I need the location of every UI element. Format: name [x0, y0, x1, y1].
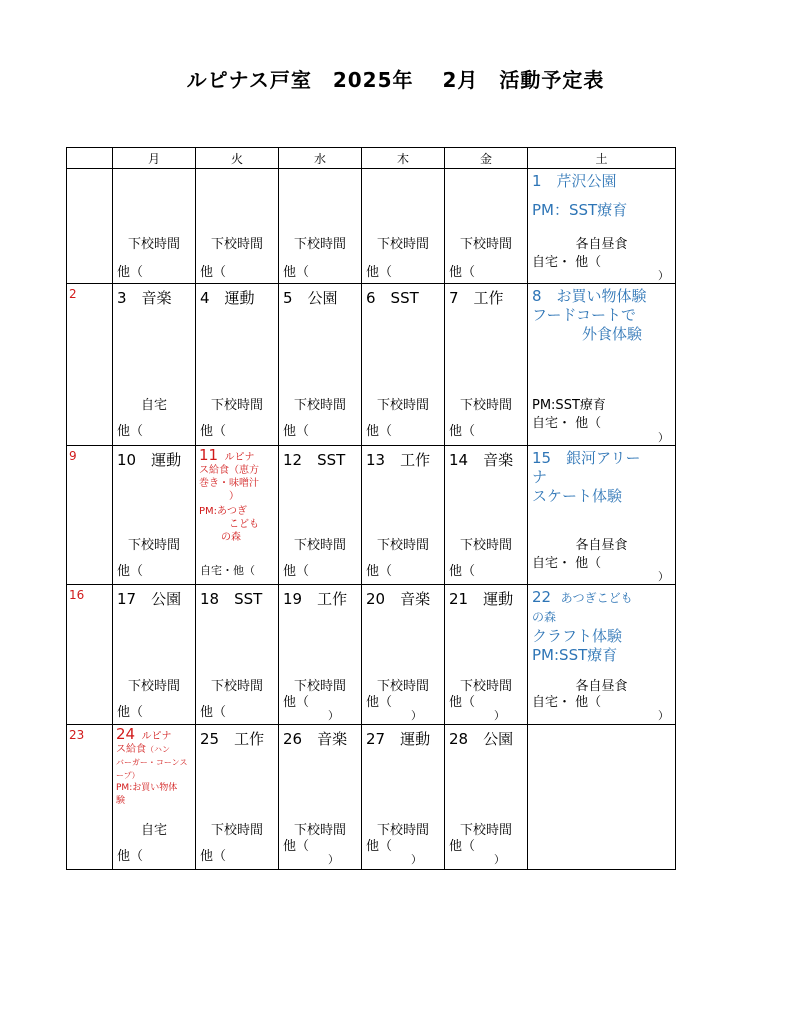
day-activity: 12 SST — [283, 451, 346, 469]
header-tuesday: 火 — [196, 148, 279, 169]
wednesday-cell — [279, 169, 362, 284]
close-paren: ） — [658, 709, 669, 722]
lunch-note: 各自昼食 — [575, 679, 628, 694]
close-paren: ） — [411, 853, 422, 866]
tuesday-cell — [196, 725, 279, 870]
event-title: 1 芹沢公園 — [532, 172, 617, 190]
day-activity: 3 音楽 — [117, 289, 172, 307]
event-date: 24 — [116, 725, 136, 743]
saturday-event — [532, 449, 672, 506]
event-detail: クラフト体験 — [532, 627, 623, 645]
event-detail: スケート体験 — [532, 487, 623, 505]
other-note: 他（ — [200, 424, 227, 439]
event-detail: 外食体験 — [582, 325, 643, 343]
page-title: ルピナス戸室 2025年 2月 活動予定表 — [186, 68, 605, 92]
other-note: 他（ — [117, 265, 144, 280]
week-row — [67, 585, 676, 725]
other-note: 他（ — [449, 424, 476, 439]
event-pm: こども — [229, 519, 259, 530]
close-paren: ） — [658, 431, 669, 444]
day-activity: 27 運動 — [366, 730, 431, 748]
friday-cell — [445, 585, 528, 725]
other-note: 他（ — [200, 265, 227, 280]
home-other-note: 自宅・ 他（ — [532, 255, 602, 270]
home-other-note: 自宅・他（ — [200, 564, 255, 577]
event-title: あつぎこども — [560, 591, 633, 605]
day-activity: 10 運動 — [117, 451, 182, 469]
other-note: 他（ — [283, 695, 310, 710]
dismissal-time: 下校時間 — [459, 538, 512, 553]
day-activity: 4 運動 — [200, 289, 255, 307]
dismissal-time: 下校時間 — [293, 538, 346, 553]
friday-cell — [445, 169, 528, 284]
saturday-cell — [528, 446, 676, 585]
thursday-cell — [362, 585, 445, 725]
dismissal-time: 下校時間 — [376, 823, 429, 838]
friday-cell — [445, 725, 528, 870]
other-note: 他（ — [283, 265, 310, 280]
dismissal-time: 下校時間 — [459, 237, 512, 252]
saturday-cell — [528, 725, 676, 870]
day-activity: 20 音楽 — [366, 590, 431, 608]
header-friday: 金 — [445, 148, 528, 169]
other-note: 他（ — [366, 839, 393, 854]
event-text: 巻き・味噌汁 — [199, 478, 259, 489]
header-wednesday: 水 — [279, 148, 362, 169]
monday-cell — [113, 446, 196, 585]
event-pm: PM：SST療育 — [532, 201, 628, 219]
dismissal-time: 下校時間 — [376, 679, 429, 694]
event-title: 8 お買い物体験 — [532, 287, 647, 305]
other-note: 他（ — [283, 424, 310, 439]
other-note: 他（ — [117, 705, 144, 720]
dismissal-time: 下校時間 — [459, 679, 512, 694]
day-activity: 5 公園 — [283, 289, 338, 307]
dismissal-time: 下校時間 — [293, 398, 346, 413]
saturday-event — [532, 287, 672, 344]
other-note: 他（ — [366, 564, 393, 579]
friday-cell — [445, 446, 528, 585]
dismissal-time: 下校時間 — [293, 679, 346, 694]
week-row — [67, 725, 676, 870]
day-activity: 21 運動 — [449, 590, 514, 608]
monday-cell — [113, 284, 196, 446]
event-pm: PM:SST療育 — [532, 646, 618, 664]
dismissal-time: 下校時間 — [376, 398, 429, 413]
home-other-note: 自宅・ 他（ — [532, 556, 602, 571]
wednesday-cell — [279, 446, 362, 585]
other-note: 他（ — [366, 424, 393, 439]
close-paren: ） — [658, 570, 669, 583]
tuesday-cell — [196, 585, 279, 725]
home-note: 自宅 — [140, 823, 167, 838]
dismissal-time: 下校時間 — [127, 679, 180, 694]
dismissal-time: 下校時間 — [459, 823, 512, 838]
sunday-cell — [67, 284, 113, 446]
close-paren: ） — [494, 853, 505, 866]
event-title: ナ — [532, 468, 548, 486]
day-activity: 28 公園 — [449, 730, 514, 748]
day-activity: 18 SST — [200, 590, 263, 608]
close-paren: ） — [494, 709, 505, 722]
header-row — [67, 148, 676, 169]
other-note: 他（ — [283, 839, 310, 854]
wednesday-cell — [279, 284, 362, 446]
other-note: 他（ — [366, 265, 393, 280]
close-paren: ） — [658, 269, 669, 282]
event-title: の森 — [532, 610, 557, 624]
event-pm: の森 — [221, 532, 241, 543]
sunday-date: 2 — [69, 287, 77, 301]
sunday-date: 23 — [69, 728, 85, 742]
event-text: ス給食 — [116, 744, 146, 755]
event-text: （ハン — [146, 745, 170, 754]
sunday-date: 9 — [69, 449, 77, 463]
sunday-cell — [67, 446, 113, 585]
event-pm: PM:あつぎ — [199, 506, 248, 517]
event-title: 15 銀河アリー — [532, 449, 641, 467]
close-paren: ） — [328, 853, 339, 866]
dismissal-time: 下校時間 — [293, 237, 346, 252]
event-text: ルピナ — [224, 452, 255, 463]
event-date: 22 — [532, 588, 552, 606]
other-note: 他（ — [200, 705, 227, 720]
other-note: 他（ — [117, 424, 144, 439]
dismissal-time: 下校時間 — [293, 823, 346, 838]
tuesday-cell — [196, 169, 279, 284]
saturday-event — [532, 172, 672, 220]
tuesday-cell — [196, 284, 279, 446]
header-sunday — [67, 148, 113, 169]
dismissal-time: 下校時間 — [376, 538, 429, 553]
dismissal-time: 下校時間 — [127, 237, 180, 252]
monday-cell — [113, 169, 196, 284]
week-row — [67, 169, 676, 284]
pm-note: PM:SST療育 — [532, 398, 606, 413]
saturday-cell — [528, 284, 676, 446]
dismissal-time: 下校時間 — [210, 823, 263, 838]
other-note: 他（ — [366, 695, 393, 710]
wednesday-cell — [279, 725, 362, 870]
day-activity: 7 工作 — [449, 289, 504, 307]
header-monday: 月 — [113, 148, 196, 169]
home-note: 自宅 — [140, 398, 167, 413]
close-paren: ） — [328, 709, 339, 722]
week-row — [67, 446, 676, 585]
day-activity: 6 SST — [366, 289, 419, 307]
schedule-table — [66, 147, 676, 870]
dismissal-time: 下校時間 — [459, 398, 512, 413]
day-activity: 14 音楽 — [449, 451, 514, 469]
monday-cell — [113, 585, 196, 725]
other-note: 他（ — [449, 695, 476, 710]
header-saturday: 土 — [528, 148, 676, 169]
close-paren: ） — [411, 709, 422, 722]
day-activity: 19 工作 — [283, 590, 348, 608]
event-text: ルピナ — [141, 731, 172, 742]
thursday-cell — [362, 446, 445, 585]
lupinus-lunch-event — [199, 446, 276, 544]
dismissal-time: 下校時間 — [210, 237, 263, 252]
other-note: 他（ — [283, 564, 310, 579]
thursday-cell — [362, 169, 445, 284]
thursday-cell — [362, 284, 445, 446]
other-note: 他（ — [117, 849, 144, 864]
day-activity: 26 音楽 — [283, 730, 348, 748]
week-row — [67, 284, 676, 446]
other-note: 他（ — [200, 849, 227, 864]
home-other-note: 自宅・ 他（ — [532, 695, 602, 710]
thursday-cell — [362, 725, 445, 870]
monday-cell — [113, 725, 196, 870]
dismissal-time: 下校時間 — [127, 538, 180, 553]
event-date: 11 — [199, 446, 219, 464]
sunday-cell — [67, 585, 113, 725]
event-pm: 験 — [116, 796, 126, 806]
saturday-event — [532, 588, 672, 665]
event-text: ） — [229, 491, 239, 502]
tuesday-cell — [196, 446, 279, 585]
dismissal-time: 下校時間 — [210, 679, 263, 694]
other-note: 他（ — [449, 839, 476, 854]
saturday-cell — [528, 585, 676, 725]
sunday-cell — [67, 169, 113, 284]
day-activity: 13 工作 — [366, 451, 431, 469]
other-note: 他（ — [449, 265, 476, 280]
event-detail: フードコートで — [532, 306, 636, 324]
event-pm: PM:お買い物体 — [116, 783, 178, 793]
lunch-note: 各自昼食 — [575, 538, 628, 553]
wednesday-cell — [279, 585, 362, 725]
lunch-note: 各自昼食 — [575, 237, 628, 252]
dismissal-time: 下校時間 — [210, 398, 263, 413]
saturday-cell — [528, 169, 676, 284]
event-text: ープ） — [116, 771, 140, 780]
event-text: ス給食（恵方 — [199, 465, 259, 476]
sunday-date: 16 — [69, 588, 85, 602]
other-note: 他（ — [449, 564, 476, 579]
other-note: 他（ — [117, 564, 144, 579]
sunday-cell — [67, 725, 113, 870]
day-activity: 17 公園 — [117, 590, 182, 608]
dismissal-time: 下校時間 — [376, 237, 429, 252]
lupinus-lunch-event — [116, 725, 193, 808]
friday-cell — [445, 284, 528, 446]
header-thursday: 木 — [362, 148, 445, 169]
home-other-note: 自宅・ 他（ — [532, 416, 602, 431]
event-text: バーガー・コーンス — [116, 758, 188, 767]
day-activity: 25 工作 — [200, 730, 265, 748]
